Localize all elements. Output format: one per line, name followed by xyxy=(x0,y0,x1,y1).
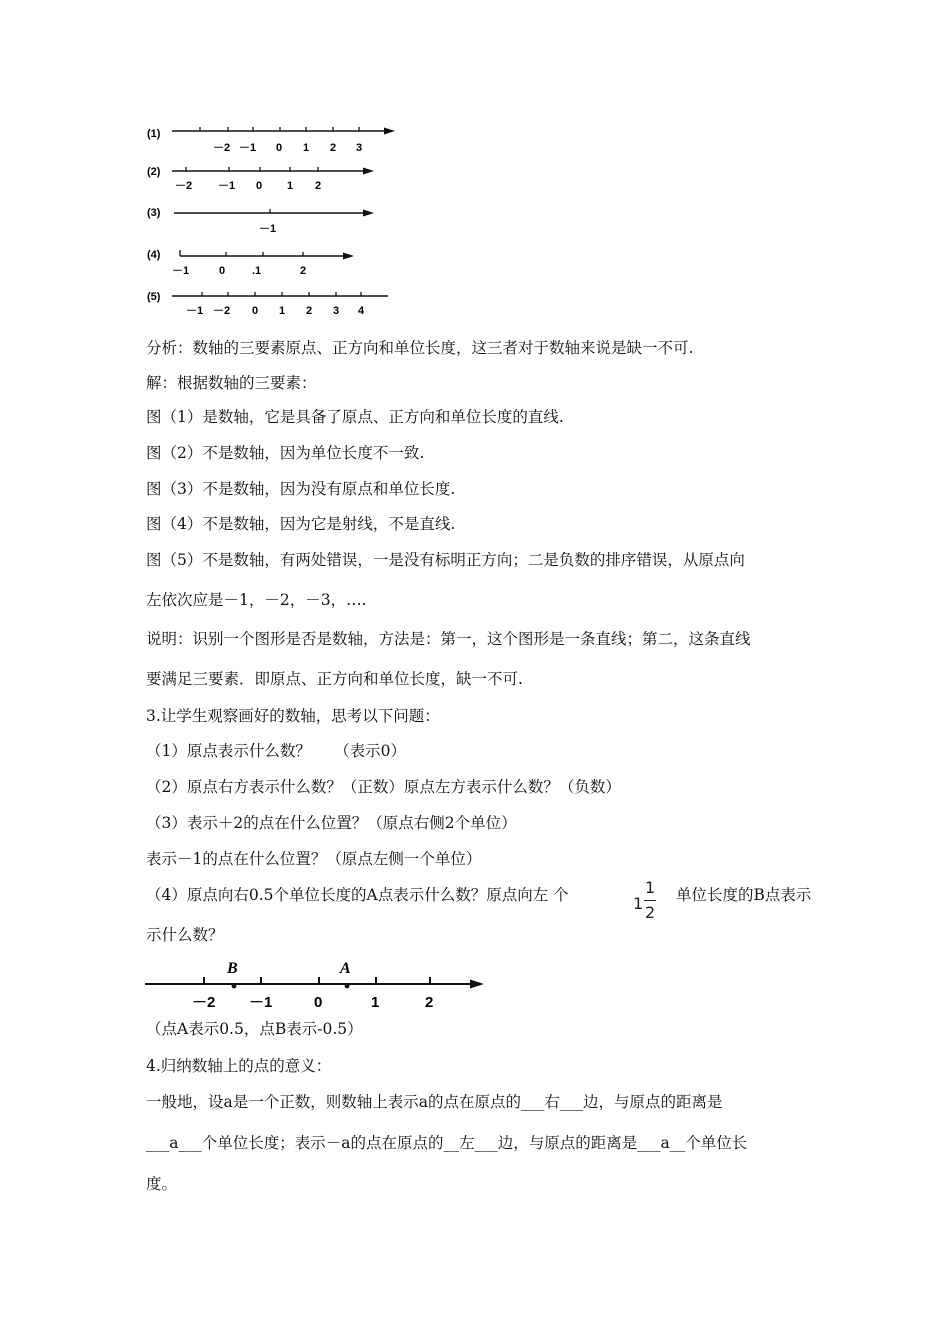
fig4-tick: －1 xyxy=(172,265,190,277)
fig1-tick: 3 xyxy=(356,142,363,154)
fig5-tick: －2 xyxy=(213,305,231,317)
fig5-tick: －1 xyxy=(186,305,204,317)
axis-tick: 0 xyxy=(314,994,323,1011)
axis-tick: 2 xyxy=(425,994,434,1011)
point-b-label: B xyxy=(227,960,238,977)
fig4-tick: .1 xyxy=(252,265,262,277)
paragraph-line-1: 一般地，设a是一个正数，则数轴上表示a的点在原点的___右___边，与原点的距离是 xyxy=(146,1093,723,1111)
analysis-text: 分析：数轴的三要素原点、正方向和单位长度，这三者对于数轴来说是缺一不可. xyxy=(146,339,694,357)
fig2-tick: －2 xyxy=(175,180,193,192)
fig2-tick: 2 xyxy=(315,180,322,192)
answer-text: （点A表示0.5，点B表示-0.5） xyxy=(146,1020,363,1038)
fig2-tick: 0 xyxy=(256,180,263,192)
question-4-cont: 单位长度的B点表示 xyxy=(676,886,812,904)
fig1-tick: 0 xyxy=(276,142,283,154)
paragraph-line-3: 度。 xyxy=(146,1175,178,1193)
fig2-tick: 1 xyxy=(287,180,294,192)
fig1-tick: 1 xyxy=(303,142,310,154)
note-text: 说明：识别一个图形是否是数轴，方法是：第一，这个图形是一条直线；第二，这条直线 xyxy=(146,630,751,648)
fig5-tick: 2 xyxy=(306,305,313,317)
point-a-dot xyxy=(345,984,350,989)
fig5-tick: 3 xyxy=(333,305,340,317)
figure-2-explanation: 图（2）不是数轴，因为单位长度不一致. xyxy=(146,444,425,462)
question-3: （3）表示＋2的点在什么位置？（原点右侧2个单位） xyxy=(146,814,517,832)
question-4-cont2: 示什么数？ xyxy=(146,926,224,944)
fig5-tick: 0 xyxy=(252,305,259,317)
point-a-label: A xyxy=(340,960,351,977)
figure-4-explanation: 图（4）不是数轴，因为它是射线，不是直线. xyxy=(146,515,456,533)
fraction-bar xyxy=(644,900,656,901)
figure-5-label: (5) xyxy=(147,291,161,303)
fig4-tick: 2 xyxy=(300,265,307,277)
point-b-dot xyxy=(232,984,237,989)
question-2: （2）原点右方表示什么数？（正数）原点左方表示什么数？（负数） xyxy=(146,778,621,796)
fig1-tick: －2 xyxy=(213,142,231,154)
fraction-whole: 1 xyxy=(633,894,644,913)
question-1: （1）原点表示什么数？ （表示0） xyxy=(146,742,406,760)
axis-tick: 1 xyxy=(371,994,380,1011)
fig1-tick: －1 xyxy=(239,142,257,154)
fig4-tick: 0 xyxy=(219,265,226,277)
figure-2-label: (2) xyxy=(147,166,161,178)
fig5-tick: 1 xyxy=(279,305,286,317)
fig2-tick: －1 xyxy=(218,180,236,192)
question-4: （4）原点向右0.5个单位长度的A点表示什么数？原点向左 个 xyxy=(146,886,569,904)
question-3-cont: 表示－1的点在什么位置？（原点左侧一个单位） xyxy=(146,850,482,868)
solution-text: 解：根据数轴的三要素： xyxy=(146,374,317,392)
axis-tick: －1 xyxy=(249,994,273,1011)
number-line-figures xyxy=(0,0,950,330)
figure-4-label: (4) xyxy=(147,249,161,261)
fig5-tick: 4 xyxy=(358,305,365,317)
fig1-tick: 2 xyxy=(330,142,337,154)
section-4-heading: 4.归纳数轴上的点的意义： xyxy=(146,1057,332,1075)
paragraph-line-2: ___a___个单位长度；表示－a的点在原点的__左___边，与原点的距离是___a__个单位长 xyxy=(146,1134,748,1152)
number-line-ab xyxy=(140,955,500,1015)
figure-1-explanation: 图（1）是数轴，它是具备了原点、正方向和单位长度的直线. xyxy=(146,408,564,426)
fig3-tick: －1 xyxy=(259,223,277,235)
figure-5-explanation-cont: 左依次应是－1，－2，－3，…. xyxy=(146,591,367,609)
figure-3-explanation: 图（3）不是数轴，因为没有原点和单位长度. xyxy=(146,480,456,498)
fraction-numerator: 1 xyxy=(645,878,656,897)
section-3-heading: 3.让学生观察画好的数轴，思考以下问题： xyxy=(146,707,440,725)
mixed-fraction xyxy=(633,878,667,928)
note-text-cont: 要满足三要素．即原点、正方向和单位长度，缺一不可. xyxy=(146,670,523,688)
figure-3-label: (3) xyxy=(147,207,161,219)
fraction-denominator: 2 xyxy=(645,903,656,922)
axis-tick: －2 xyxy=(192,994,216,1011)
figure-1-label: (1) xyxy=(147,128,161,140)
figure-5-explanation: 图（5）不是数轴，有两处错误，一是没有标明正方向；二是负数的排序错误，从原点向 xyxy=(146,551,745,569)
